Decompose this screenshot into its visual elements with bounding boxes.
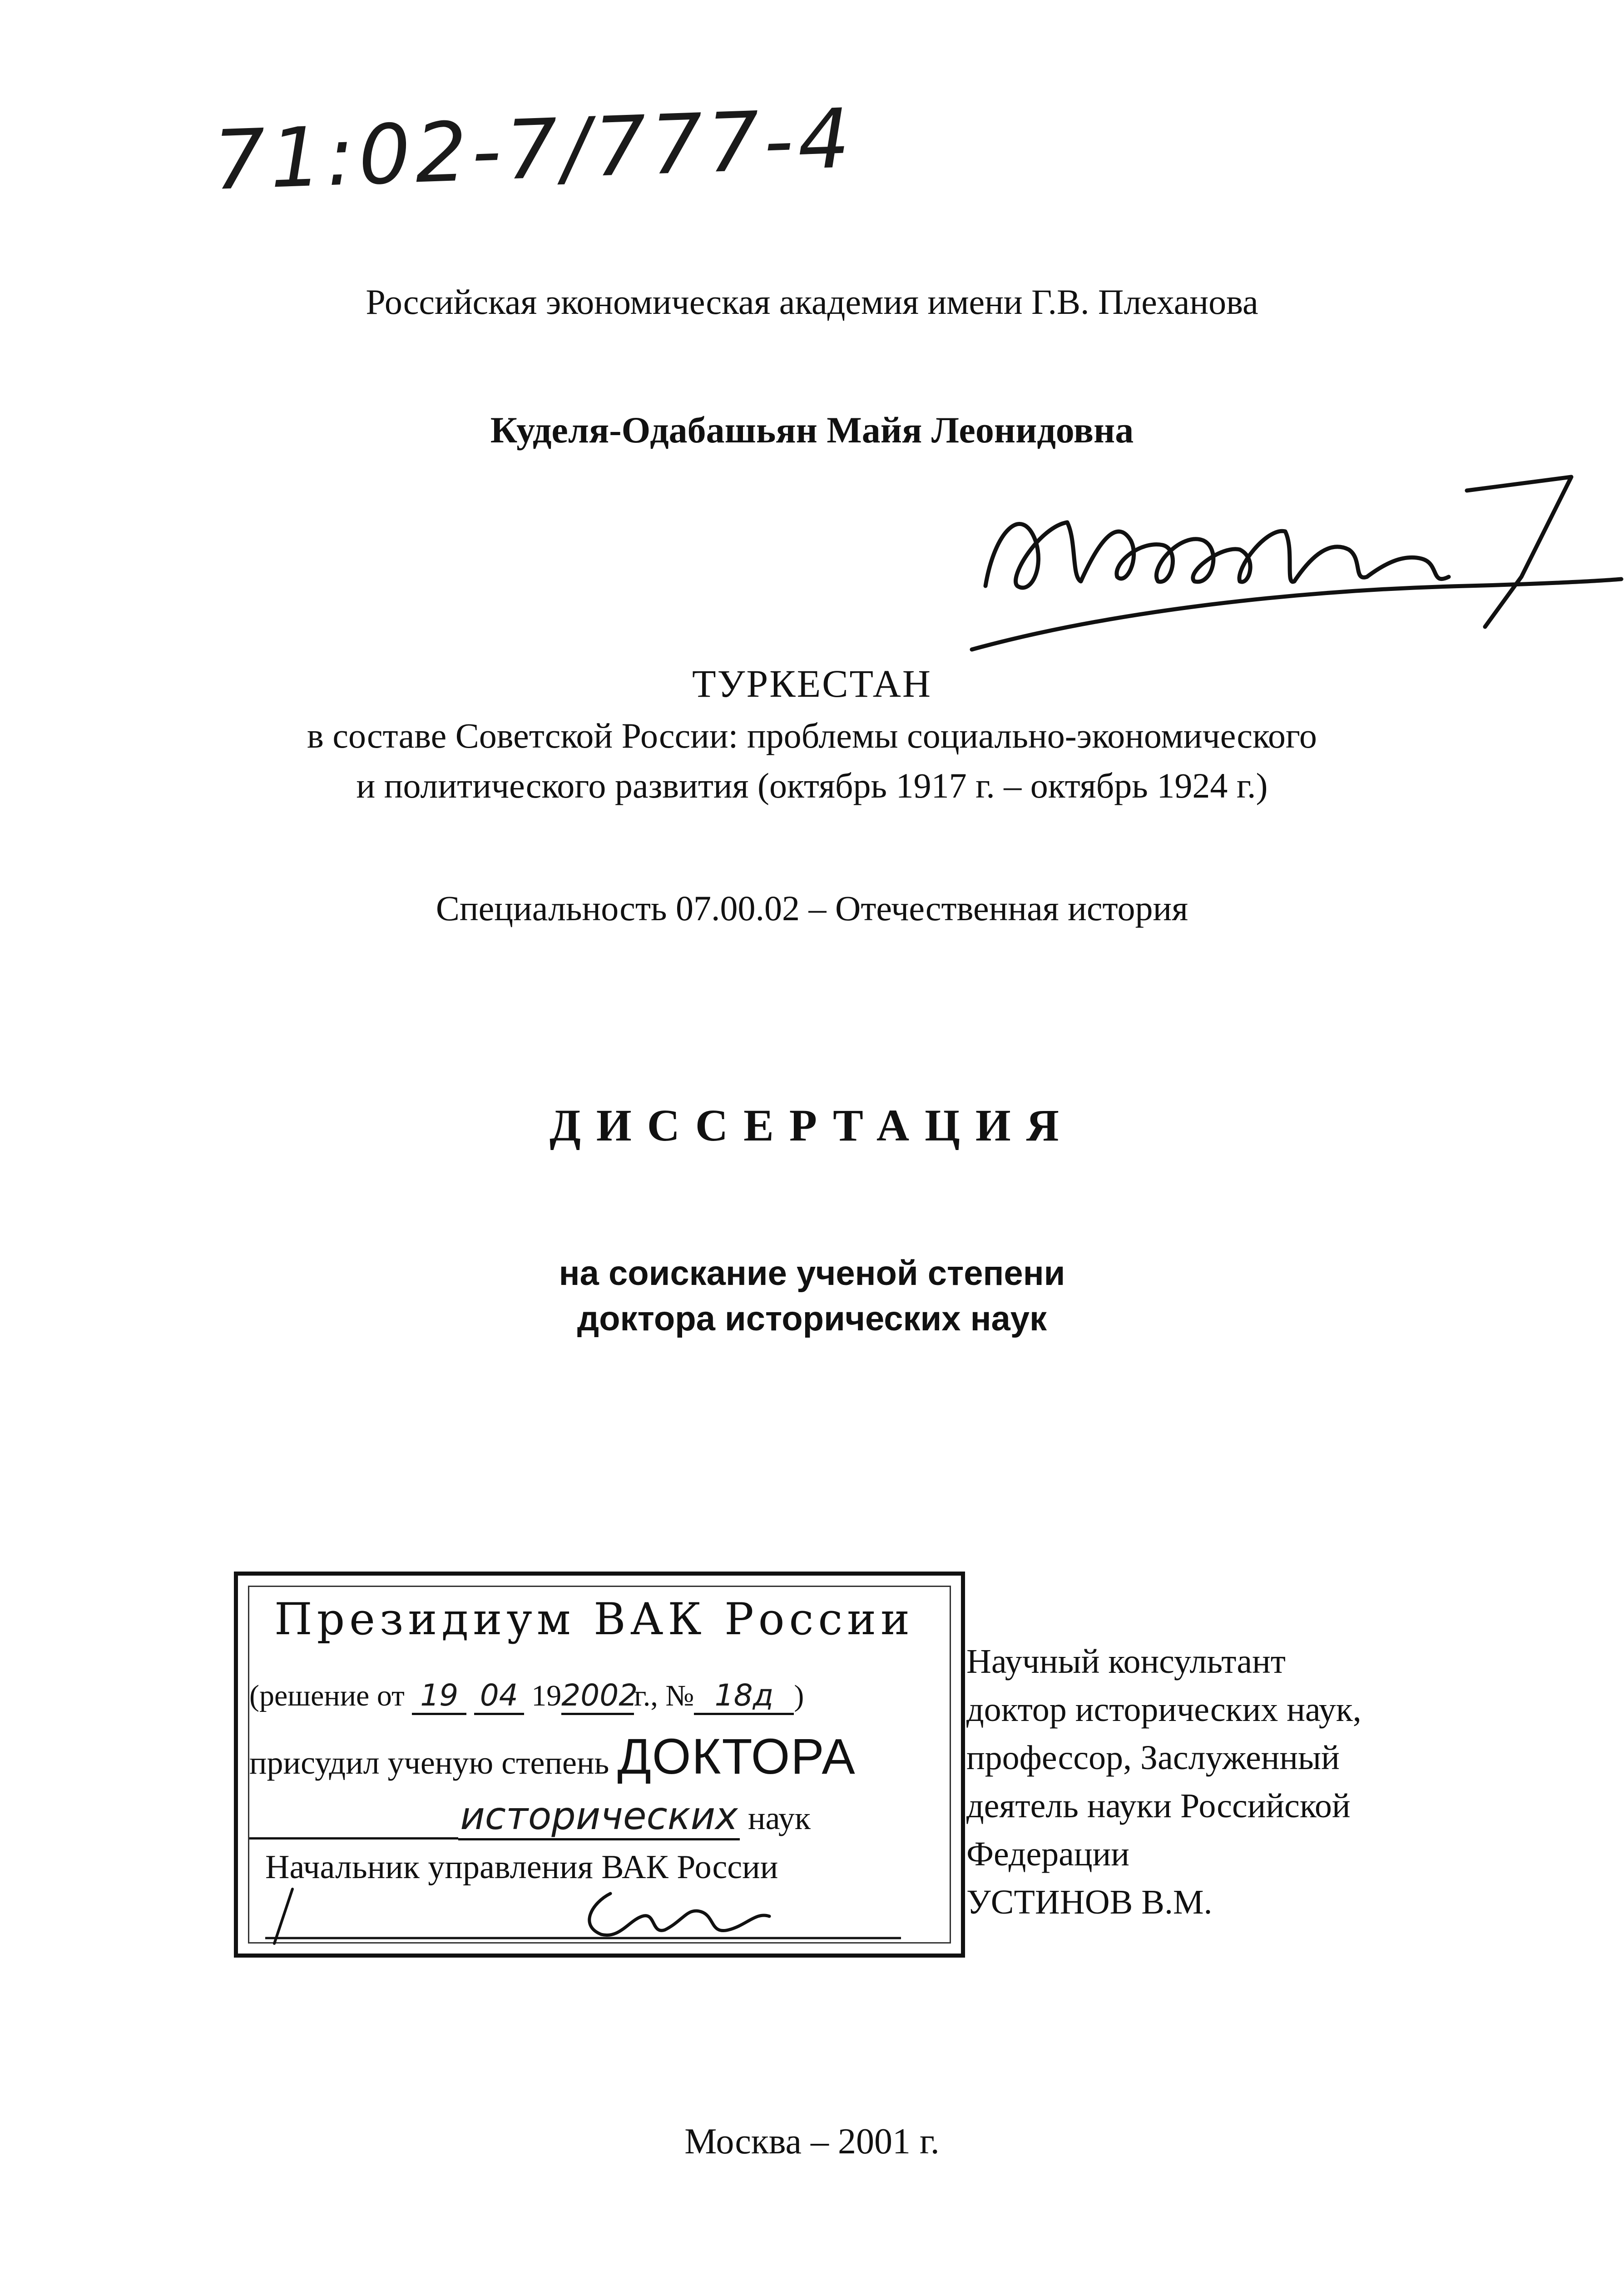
stamp-field-handwritten: исторических [458,1794,740,1840]
consultant-line-4: деятель науки Российской [966,1787,1351,1825]
place-and-year: Москва – 2001 г. [684,2122,940,2162]
stamp-decision-month: 04 [474,1678,524,1715]
institution-name: Российская экономическая академия имени Г.В. Плеханова [366,282,1258,322]
stamp-decision-line [249,1678,804,1715]
stamp-awarded-line [249,1728,856,1785]
archive-code: 71:02-7/777-4 [212,91,856,208]
consultant-line-5: Федерации [966,1835,1129,1873]
stamp-head-title: Начальник управления ВАК России [265,1849,778,1886]
specialty: Специальность 07.00.02 – Отечественная история [436,888,1188,928]
dissertation-subtitle-line-1: в составе Советской России: проблемы социально-экономического [307,716,1317,755]
stamp-decision-number: 18д [694,1678,794,1715]
stamp-awarded-text: присудил ученую степень [249,1745,609,1781]
dissertation-subtitle-line-2: и политического развития (октябрь 1917 г. – октябрь 1924 г.) [356,766,1268,805]
consultant-name: УСТИНОВ В.М. [966,1883,1213,1921]
dissertation-title: ТУРКЕСТАН [692,662,932,705]
document-type: ДИССЕРТАЦИЯ [550,1100,1074,1150]
stamp-head-signature [265,1884,924,1948]
stamp-decision-year-prefix: 19 [531,1679,562,1712]
author-signature [967,450,1624,659]
stamp-degree-word: ДОКТОРА [617,1729,856,1785]
stamp-decision-close: ) [794,1679,804,1712]
vak-stamp [234,1572,965,1958]
degree-line-2: доктора исторических наук [577,1299,1047,1338]
degree-line-1: на соискание ученой степени [559,1254,1065,1293]
stamp-decision-year: 2002 [561,1678,634,1715]
stamp-decision-prefix: (решение от [249,1679,405,1712]
stamp-year-suffix: г., № [634,1679,694,1712]
author-name: Куделя-Одабашьян Майя Леонидовна [490,409,1134,451]
scientific-consultant [966,1637,1362,1926]
consultant-line-3: профессор, Заслуженный [966,1739,1340,1777]
stamp-title: Президиум ВАК России [274,1594,915,1645]
stamp-decision-day: 19 [412,1678,466,1715]
consultant-line-2: доктор исторических наук, [966,1691,1362,1729]
stamp-field-suffix: наук [748,1800,811,1836]
consultant-line-1: Научный консультант [966,1642,1286,1681]
stamp-field-line [249,1794,811,1840]
